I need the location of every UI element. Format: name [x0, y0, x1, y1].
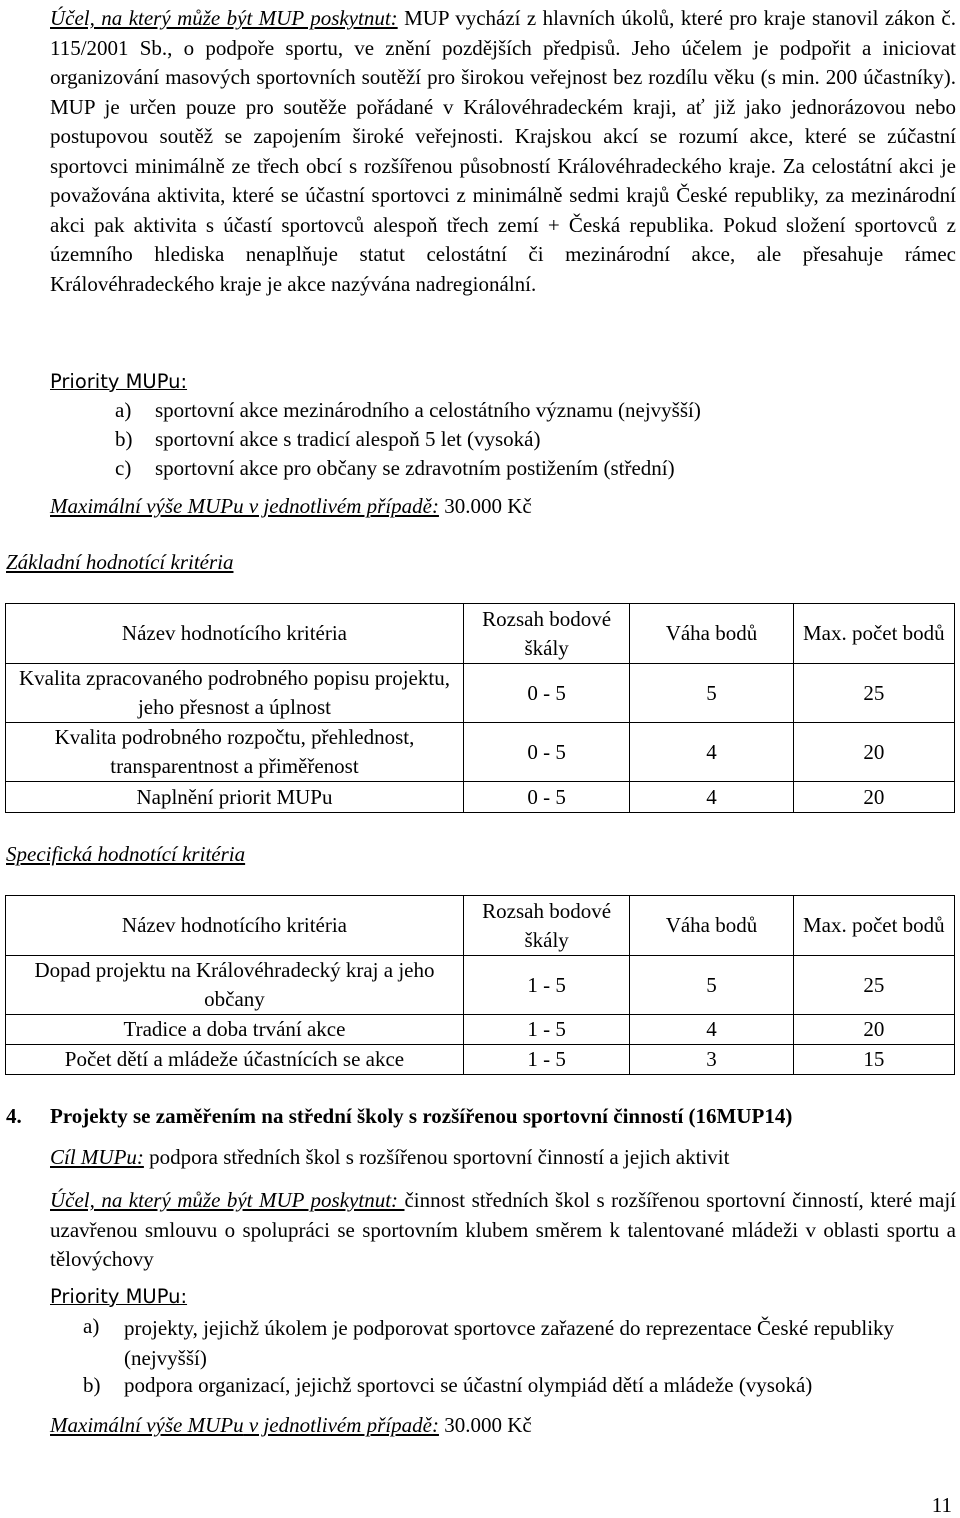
table-row	[6, 664, 955, 723]
max-points: 20	[793, 1015, 954, 1045]
max-points: 20	[793, 723, 954, 782]
purpose-label: Účel, na který může být MUP poskytnut:	[50, 1188, 405, 1212]
list-marker: b)	[83, 1373, 101, 1397]
table-header-row	[6, 604, 955, 664]
max-amount-line	[50, 494, 532, 519]
specific-criteria-title: Specifická hodnotící kritéria	[6, 842, 246, 866]
section-title: Projekty se zaměřením na střední školy s rozšířenou sportovní činností (16MUP14)	[50, 1104, 793, 1128]
max-amount-line	[50, 1413, 532, 1438]
goal-label: Cíl MUPu:	[50, 1145, 144, 1169]
max-amount-value: 30.000 Kč	[438, 494, 532, 518]
header-weight: Váha bodů	[630, 604, 793, 664]
max-amount-label-2: v jednotlivém případě:	[243, 1413, 439, 1437]
purpose-text: činnost středních škol s rozšířenou sportovní činností, které mají uzavřenou smlouvu o spolupráci se sportovním klubem směrem k talentované mládeži v oblasti sportu a tělovýchovy	[50, 1188, 956, 1271]
header-max-points: Max. počet bodů	[793, 896, 954, 956]
weight: 5	[630, 664, 793, 723]
table-header-row	[6, 896, 955, 956]
weight: 4	[630, 1015, 793, 1045]
criterion-name: Kvalita zpracovaného podrobného popisu projektu, jeho přesnost a úplnost	[6, 664, 464, 723]
purpose-text: MUP vychází z hlavních úkolů, které pro kraje stanovil zákon č. 115/2001 Sb., o podpoře sportu, ve znění pozdějších předpisů. Jeho účelem je podpořit a iniciovat organizování masových sportovních soutěží pro širokou veřejnost bez rozdílu věku (s min. 200 účastníky). MUP je určen pouze pro soutěže pořádané v Královéhradeckém kraji, ať již jako jednorázovou nebo postupovou soutěž se zapojením široké veřejnosti. Krajskou akcí se rozumí akce, které se zúčastní sportovci minimálně ze třech obcí s rozšířenou působností Královéhradeckého kraje.	[50, 6, 956, 178]
list-marker: b)	[115, 427, 133, 451]
priority-label: Priority MUPu:	[50, 370, 188, 393]
score-range: 0 - 5	[463, 782, 629, 813]
max-points: 15	[793, 1045, 954, 1075]
list-item-text: sportovní akce s tradicí alespoň 5 let (vysoká)	[155, 427, 541, 451]
table-row	[6, 956, 955, 1015]
basic-criteria-table	[5, 603, 955, 813]
section-4-heading	[6, 1104, 793, 1129]
max-points: 20	[793, 782, 954, 813]
max-amount-label: Maximální výše MUPu v jednotlivém případě:	[50, 494, 439, 518]
weight: 3	[630, 1045, 793, 1075]
weight: 5	[630, 956, 793, 1015]
list-item-text: sportovní akce pro občany se zdravotním postižením (střední)	[155, 456, 675, 480]
header-score-range: Rozsah bodové škály	[463, 604, 629, 664]
score-range: 0 - 5	[463, 723, 629, 782]
list-item-text: sportovní akce mezinárodního a celostátního významu (nejvyšší)	[155, 398, 701, 422]
weight: 4	[630, 723, 793, 782]
table-row	[6, 723, 955, 782]
max-points: 25	[793, 956, 954, 1015]
max-amount-label: Maximální výše MUPu	[50, 1413, 244, 1437]
specific-criteria-table	[5, 895, 955, 1075]
list-item-text: projekty, jejichž úkolem je podporovat sportovce zařazené do reprezentace České republiky (nejvyšší)	[124, 1316, 895, 1370]
header-weight: Váha bodů	[630, 896, 793, 956]
header-criterion-name: Název hodnotícího kritéria	[6, 604, 464, 664]
score-range: 1 - 5	[463, 1015, 629, 1045]
goal-text: podpora středních škol s rozšířenou sportovní činností a jejich aktivit	[143, 1145, 730, 1169]
score-range: 1 - 5	[463, 956, 629, 1015]
score-range: 1 - 5	[463, 1045, 629, 1075]
criterion-name: Tradice a doba trvání akce	[6, 1015, 464, 1045]
criterion-name: Kvalita podrobného rozpočtu, přehlednost, transparentnost a přiměřenost	[6, 723, 464, 782]
basic-criteria-title: Základní hodnotící kritéria	[6, 550, 234, 574]
header-score-range: Rozsah bodové škály	[463, 896, 629, 956]
list-marker: c)	[115, 456, 132, 480]
criterion-name: Naplnění priorit MUPu	[6, 782, 464, 813]
table-row	[6, 1045, 955, 1075]
purpose-label: Účel, na který může být MUP poskytnut:	[50, 6, 398, 30]
priority-label: Priority MUPu:	[50, 1285, 188, 1308]
section-number: 4.	[6, 1104, 22, 1128]
criterion-name: Dopad projektu na Královéhradecký kraj a jeho občany	[6, 956, 464, 1015]
header-max-points: Max. počet bodů	[793, 604, 954, 664]
list-item-text: podpora organizací, jejichž sportovci se účastní olympiád dětí a mládeže (vysoká)	[124, 1373, 813, 1397]
list-marker: a)	[83, 1314, 100, 1338]
score-range: 0 - 5	[463, 664, 629, 723]
purpose-paragraph	[50, 4, 956, 299]
goal-line	[50, 1145, 729, 1170]
weight: 4	[630, 782, 793, 813]
table-row	[6, 782, 955, 813]
max-points: 25	[793, 664, 954, 723]
list-marker: a)	[115, 398, 132, 422]
purpose-text-2: Za celostátní akci je považována aktivita, které se účastní sportovci z minimálně sedmi krajů České republiky, za mezinárodní akci pak aktivita s účastí sportovců alespoň třech zemí + Česká republika. Pokud složení sportovců z územního hlediska nenaplňuje statut celostátní či mezinárodní akce, ale přesahuje rámec Královéhradeckého kraje je akce nazývána nadregionální.	[50, 153, 956, 296]
max-amount-value: 30.000 Kč	[438, 1413, 532, 1437]
criterion-name: Počet dětí a mládeže účastnících se akce	[6, 1045, 464, 1075]
header-criterion-name: Název hodnotícího kritéria	[6, 896, 464, 956]
section-4-purpose-paragraph	[50, 1186, 956, 1275]
table-row	[6, 1015, 955, 1045]
page-number: 11	[931, 1493, 952, 1517]
